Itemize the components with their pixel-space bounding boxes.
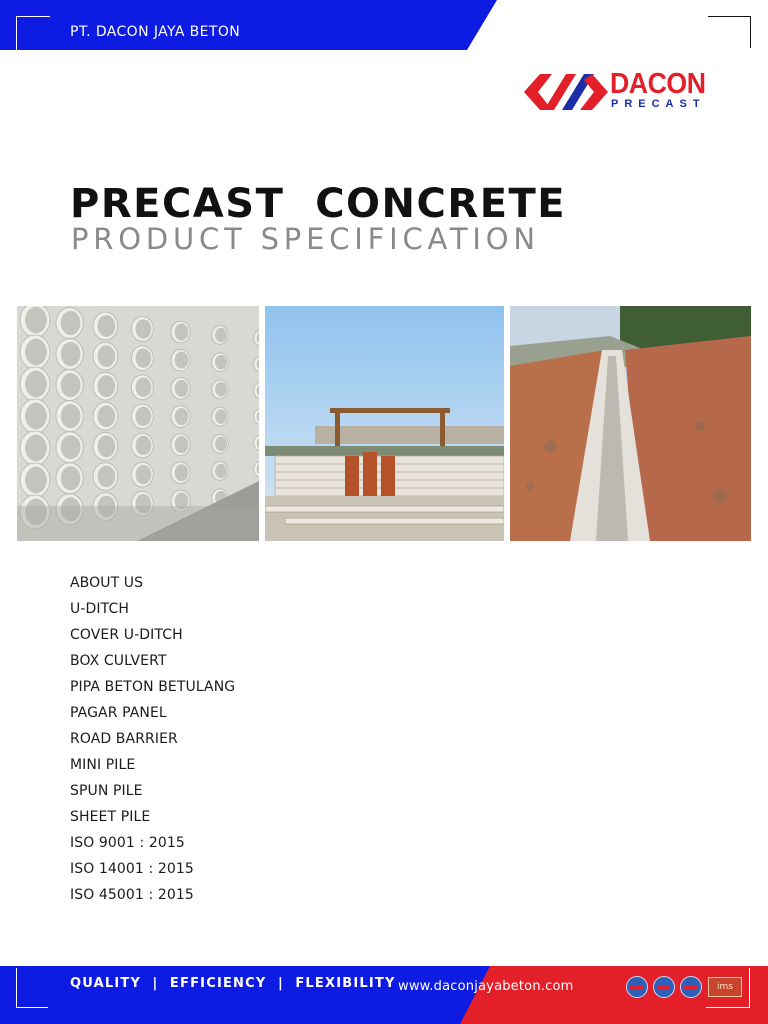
- pipe-bore: [175, 436, 189, 453]
- pipe-bore: [175, 408, 189, 425]
- pipe-bore: [136, 407, 152, 426]
- iso-certification-icon: [626, 976, 648, 998]
- corner-mark: [708, 16, 751, 48]
- pipe-bore: [98, 435, 116, 457]
- contents-item-iso-9001[interactable]: ISO 9001 : 2015: [70, 835, 185, 851]
- page-subtitle: PRODUCT SPECIFICATION: [71, 222, 540, 256]
- photo-concrete-pipes: [17, 306, 259, 541]
- contents-item-spun-pile[interactable]: SPUN PILE: [70, 783, 143, 799]
- contents-item-u-ditch[interactable]: U-DITCH: [70, 601, 129, 617]
- corner-mark: [16, 16, 50, 50]
- pipe-bore: [98, 345, 116, 367]
- pipe-bore: [175, 324, 189, 341]
- pipe-bore: [61, 466, 81, 490]
- page-title: PRECAST CONCRETE: [70, 181, 567, 227]
- dacon-logo: [522, 70, 722, 114]
- pipe-bore: [136, 378, 152, 397]
- photo-u-ditch-installation: [510, 306, 751, 541]
- pipe-bore: [98, 315, 116, 337]
- contents-item-iso-45001[interactable]: ISO 45001 : 2015: [70, 887, 194, 903]
- pipe-bore: [175, 380, 189, 397]
- contents-item-pipa-beton-betulang[interactable]: PIPA BETON BETULANG: [70, 679, 236, 695]
- pipe-bore: [98, 375, 116, 397]
- photo-precast-yard: [265, 306, 504, 541]
- pipe-bore: [25, 467, 47, 494]
- contents-item-iso-14001[interactable]: ISO 14001 : 2015: [70, 861, 194, 877]
- footer-tagline: QUALITY | EFFICIENCY | FLEXIBILITY: [70, 976, 396, 991]
- precast-yard-image: [265, 306, 504, 541]
- pipe-bore: [61, 404, 81, 428]
- contents-item-mini-pile[interactable]: MINI PILE: [70, 757, 136, 773]
- pipe-bore: [136, 436, 152, 455]
- pipe-bore: [215, 409, 227, 424]
- ims-badge: ims: [708, 977, 742, 997]
- company-name: PT. DACON JAYA BETON: [70, 24, 241, 40]
- pipe-bore: [61, 435, 81, 459]
- pipe-bore: [175, 352, 189, 369]
- pipe-bore: [136, 348, 152, 367]
- u-ditch-image: [510, 306, 751, 541]
- iso-certification-icon: [653, 976, 675, 998]
- corner-mark: [706, 968, 750, 1008]
- pipe-bore: [25, 371, 47, 398]
- pipe-bore: [215, 382, 227, 397]
- pipe-bore: [61, 342, 81, 366]
- contents-list: [70, 572, 235, 910]
- pipe-bore: [61, 373, 81, 397]
- contents-item-about-us[interactable]: ABOUT US: [70, 575, 144, 591]
- pipe-bore: [136, 319, 152, 338]
- pipe-bore: [215, 437, 227, 452]
- pipe-bore: [136, 465, 152, 484]
- pipe-bore: [215, 464, 227, 479]
- logo-wordmark: DACON: [610, 68, 706, 100]
- iso-certification-icon: [680, 976, 702, 998]
- contents-item-sheet-pile[interactable]: SHEET PILE: [70, 809, 151, 825]
- pipe-bore: [98, 405, 116, 427]
- website-link[interactable]: www.daconjayabeton.com: [398, 979, 574, 994]
- corner-mark: [16, 968, 48, 1008]
- pipe-bore: [61, 311, 81, 335]
- contents-item-cover-u-ditch[interactable]: COVER U-DITCH: [70, 627, 183, 643]
- pipe-bore: [175, 464, 189, 481]
- logo-subtext: PRECAST: [611, 98, 706, 110]
- pipe-bore: [25, 307, 47, 334]
- concrete-pipes-image: [17, 306, 259, 541]
- pipe-bore: [215, 328, 227, 343]
- contents-item-road-barrier[interactable]: ROAD BARRIER: [70, 731, 178, 747]
- dacon-logo-mark-icon: [522, 70, 608, 114]
- contents-item-box-culvert[interactable]: BOX CULVERT: [70, 653, 167, 669]
- pipe-bore: [25, 435, 47, 462]
- pipe-bore: [25, 339, 47, 366]
- contents-item-pagar-panel[interactable]: PAGAR PANEL: [70, 705, 167, 721]
- pipe-bore: [25, 403, 47, 430]
- pipe-bore: [98, 466, 116, 488]
- pipe-bore: [215, 355, 227, 370]
